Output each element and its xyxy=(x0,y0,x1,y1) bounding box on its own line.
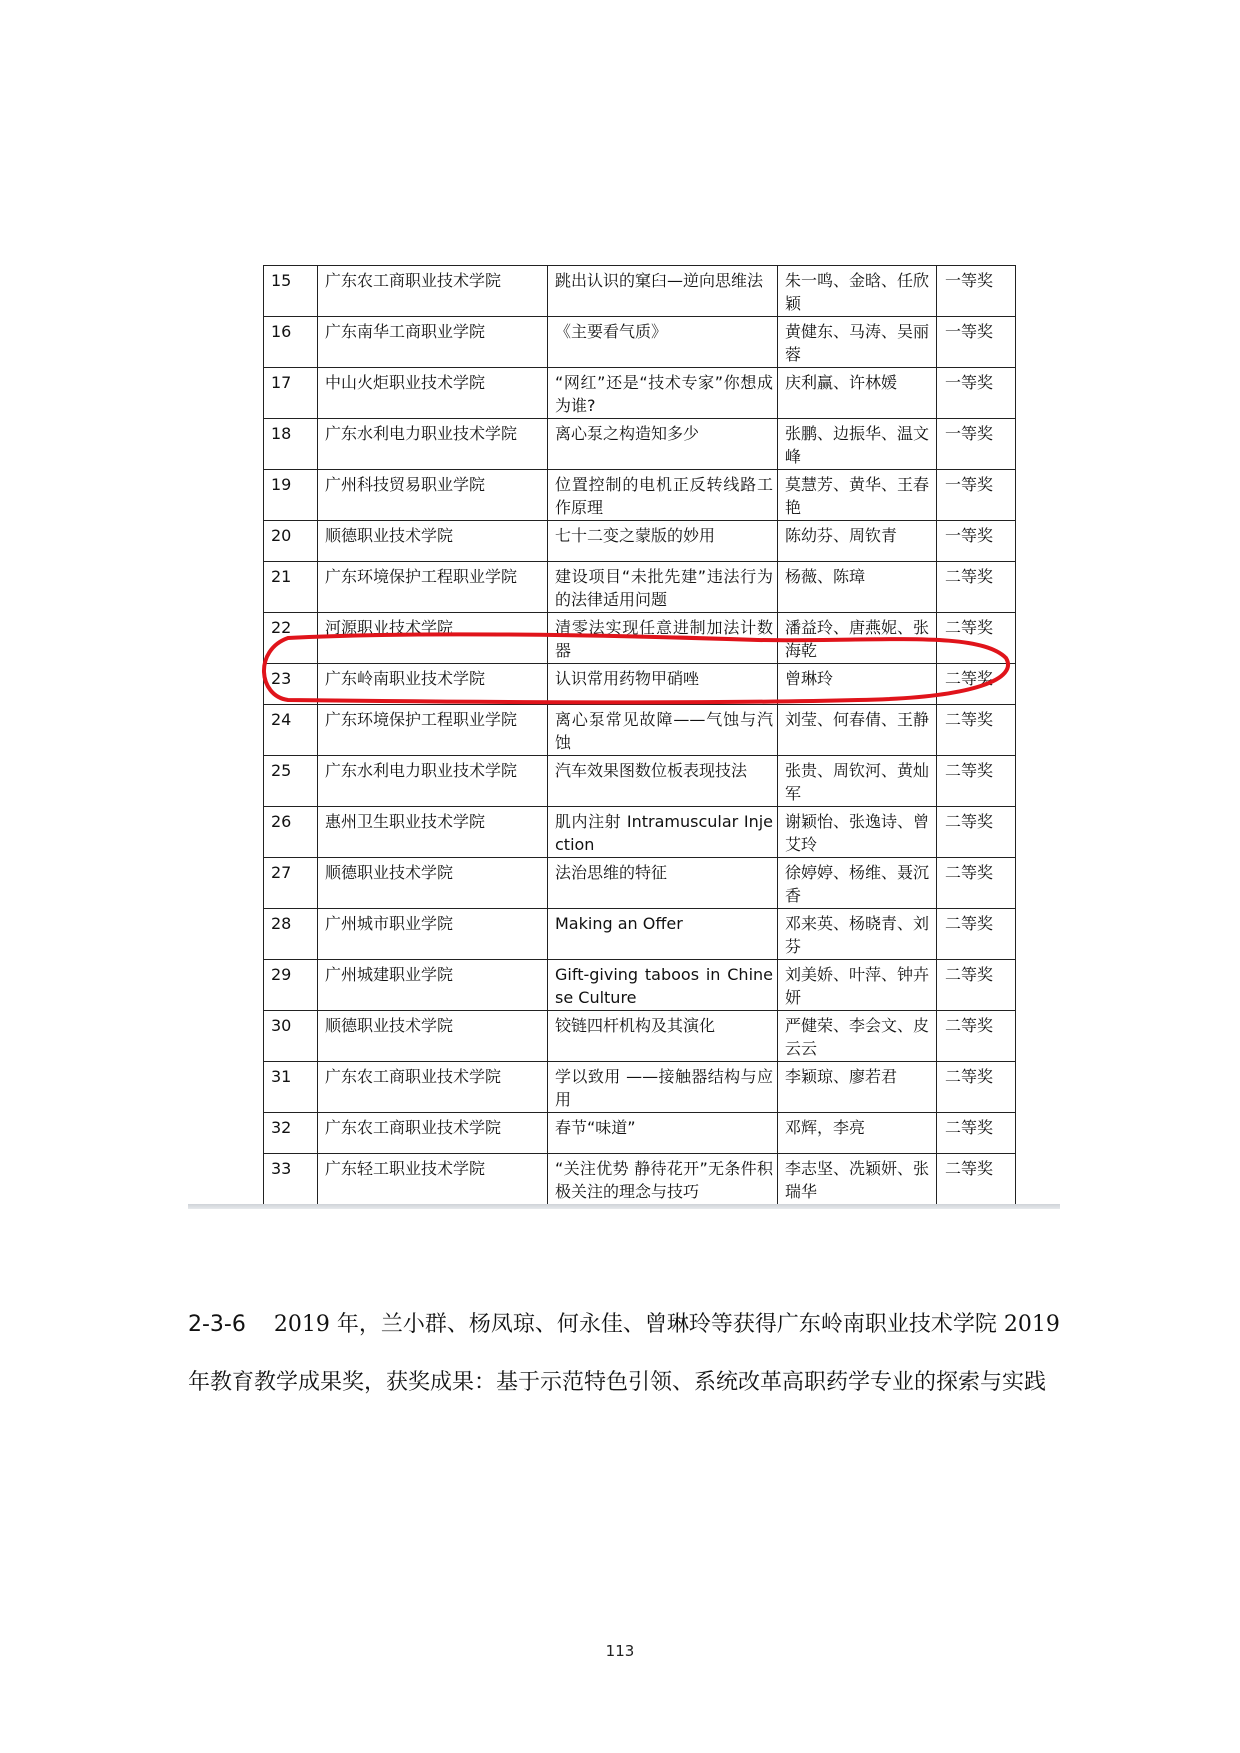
cell-number: 15 xyxy=(264,266,318,317)
cell-award: 二等奖 xyxy=(937,664,1016,705)
cell-number: 19 xyxy=(264,470,318,521)
cell-number: 29 xyxy=(264,960,318,1011)
cell-award: 二等奖 xyxy=(937,1011,1016,1062)
table-row xyxy=(264,368,1016,419)
table-row xyxy=(264,613,1016,664)
cell-school: 广州科技贸易职业学院 xyxy=(318,470,548,521)
cell-title: 春节“味道” xyxy=(548,1113,778,1154)
cell-award: 二等奖 xyxy=(937,562,1016,613)
cell-title: 清零法实现任意进制加法计数器 xyxy=(548,613,778,664)
table-row xyxy=(264,909,1016,960)
cell-number: 24 xyxy=(264,705,318,756)
cell-authors: 徐婷婷、杨维、聂沉香 xyxy=(778,858,937,909)
cell-title: Making an Offer xyxy=(548,909,778,960)
table-row xyxy=(264,1113,1016,1154)
cell-award: 二等奖 xyxy=(937,756,1016,807)
cell-school: 惠州卫生职业技术学院 xyxy=(318,807,548,858)
cell-authors: 杨薇、陈璋 xyxy=(778,562,937,613)
cell-school: 广东南华工商职业学院 xyxy=(318,317,548,368)
cell-school: 中山火炬职业技术学院 xyxy=(318,368,548,419)
cell-title: 建设项目“未批先建”违法行为的法律适用问题 xyxy=(548,562,778,613)
cell-authors: 邓辉，李亮 xyxy=(778,1113,937,1154)
cell-authors: 刘莹、何春倩、王静 xyxy=(778,705,937,756)
award-table-body xyxy=(264,266,1016,1205)
cell-title: 学以致用 ——接触器结构与应用 xyxy=(548,1062,778,1113)
table-row xyxy=(264,317,1016,368)
cell-number: 22 xyxy=(264,613,318,664)
cell-school: 顺德职业技术学院 xyxy=(318,521,548,562)
scan-bottom-edge xyxy=(188,1204,1060,1209)
cell-school: 广东水利电力职业技术学院 xyxy=(318,756,548,807)
cell-title: 铰链四杆机构及其演化 xyxy=(548,1011,778,1062)
table-row xyxy=(264,521,1016,562)
cell-authors: 黄健东、马涛、吴丽蓉 xyxy=(778,317,937,368)
cell-award: 二等奖 xyxy=(937,807,1016,858)
cell-number: 30 xyxy=(264,1011,318,1062)
cell-authors: 邓来英、杨晓青、刘芬 xyxy=(778,909,937,960)
cell-number: 17 xyxy=(264,368,318,419)
cell-award: 二等奖 xyxy=(937,1062,1016,1113)
cell-school: 河源职业技术学院 xyxy=(318,613,548,664)
cell-school: 广东环境保护工程职业学院 xyxy=(318,562,548,613)
cell-number: 18 xyxy=(264,419,318,470)
award-table-scan xyxy=(263,265,1016,1205)
cell-title: “关注优势 静待花开”无条件积极关注的理念与技巧 xyxy=(548,1154,778,1205)
cell-number: 21 xyxy=(264,562,318,613)
cell-school: 广东农工商职业技术学院 xyxy=(318,266,548,317)
cell-title: 离心泵常见故障——气蚀与汽蚀 xyxy=(548,705,778,756)
cell-award: 一等奖 xyxy=(937,368,1016,419)
cell-title: 七十二变之蒙版的妙用 xyxy=(548,521,778,562)
cell-award: 二等奖 xyxy=(937,909,1016,960)
cell-title: 认识常用药物甲硝唑 xyxy=(548,664,778,705)
cell-award: 一等奖 xyxy=(937,470,1016,521)
table-row xyxy=(264,664,1016,705)
cell-authors: 谢颖怡、张逸诗、曾艾玲 xyxy=(778,807,937,858)
cell-award: 二等奖 xyxy=(937,858,1016,909)
cell-authors: 朱一鸣、金晗、任欣颖 xyxy=(778,266,937,317)
table-row xyxy=(264,858,1016,909)
cell-number: 27 xyxy=(264,858,318,909)
cell-number: 26 xyxy=(264,807,318,858)
cell-number: 28 xyxy=(264,909,318,960)
cell-title: 离心泵之构造知多少 xyxy=(548,419,778,470)
cell-award: 二等奖 xyxy=(937,613,1016,664)
cell-title: “网红”还是“技术专家”你想成为谁? xyxy=(548,368,778,419)
cell-award: 一等奖 xyxy=(937,317,1016,368)
cell-authors: 李志坚、冼颖妍、张瑞华 xyxy=(778,1154,937,1205)
cell-award: 二等奖 xyxy=(937,1113,1016,1154)
cell-title: 跳出认识的窠臼—逆向思维法 xyxy=(548,266,778,317)
cell-school: 广州城市职业学院 xyxy=(318,909,548,960)
table-row xyxy=(264,807,1016,858)
table-row xyxy=(264,470,1016,521)
cell-school: 广东岭南职业技术学院 xyxy=(318,664,548,705)
cell-number: 25 xyxy=(264,756,318,807)
cell-authors: 严健荣、李会文、皮云云 xyxy=(778,1011,937,1062)
cell-award: 二等奖 xyxy=(937,705,1016,756)
table-row xyxy=(264,1154,1016,1205)
cell-school: 顺德职业技术学院 xyxy=(318,858,548,909)
table-row xyxy=(264,419,1016,470)
caption-code: 2-3-6 xyxy=(188,1312,246,1337)
cell-authors: 潘益玲、唐燕妮、张海乾 xyxy=(778,613,937,664)
table-row xyxy=(264,1011,1016,1062)
cell-authors: 莫慧芳、黄华、王春艳 xyxy=(778,470,937,521)
cell-authors: 张贵、周钦河、黄灿军 xyxy=(778,756,937,807)
table-row xyxy=(264,756,1016,807)
cell-school: 广东农工商职业技术学院 xyxy=(318,1113,548,1154)
table-row xyxy=(264,266,1016,317)
cell-authors: 陈幼芬、周钦青 xyxy=(778,521,937,562)
cell-number: 33 xyxy=(264,1154,318,1205)
cell-authors: 张鹏、边振华、温文峰 xyxy=(778,419,937,470)
cell-authors: 庆利赢、许林媛 xyxy=(778,368,937,419)
cell-number: 31 xyxy=(264,1062,318,1113)
caption-paragraph xyxy=(188,1296,1060,1412)
cell-school: 顺德职业技术学院 xyxy=(318,1011,548,1062)
cell-authors: 李颖琼、廖若君 xyxy=(778,1062,937,1113)
cell-title: 汽车效果图数位板表现技法 xyxy=(548,756,778,807)
table-row xyxy=(264,705,1016,756)
cell-number: 16 xyxy=(264,317,318,368)
cell-title: 位置控制的电机正反转线路工作原理 xyxy=(548,470,778,521)
cell-title: Gift-giving taboos in Chinese Culture xyxy=(548,960,778,1011)
table-row xyxy=(264,960,1016,1011)
cell-school: 广东农工商职业技术学院 xyxy=(318,1062,548,1113)
cell-award: 二等奖 xyxy=(937,960,1016,1011)
table-row xyxy=(264,562,1016,613)
cell-school: 广东轻工职业技术学院 xyxy=(318,1154,548,1205)
caption-text: 2019 年，兰小群、杨凤琼、何永佳、曾琳玲等获得广东岭南职业技术学院 2019 年教育教学成果奖，获奖成果：基于示范特色引领、系统改革高职药学专业的探索与实践 xyxy=(188,1312,1060,1395)
cell-award: 一等奖 xyxy=(937,266,1016,317)
cell-school: 广州城建职业学院 xyxy=(318,960,548,1011)
cell-award: 二等奖 xyxy=(937,1154,1016,1205)
cell-school: 广东环境保护工程职业学院 xyxy=(318,705,548,756)
cell-number: 20 xyxy=(264,521,318,562)
cell-authors: 刘美娇、叶萍、钟卉妍 xyxy=(778,960,937,1011)
cell-title: 肌内注射 Intramuscular Injection xyxy=(548,807,778,858)
cell-title: 《主要看气质》 xyxy=(548,317,778,368)
cell-award: 一等奖 xyxy=(937,521,1016,562)
cell-school: 广东水利电力职业技术学院 xyxy=(318,419,548,470)
cell-authors: 曾琳玲 xyxy=(778,664,937,705)
cell-number: 23 xyxy=(264,664,318,705)
table-row xyxy=(264,1062,1016,1113)
cell-number: 32 xyxy=(264,1113,318,1154)
cell-title: 法治思维的特征 xyxy=(548,858,778,909)
cell-award: 一等奖 xyxy=(937,419,1016,470)
page-number: 113 xyxy=(605,1642,635,1660)
